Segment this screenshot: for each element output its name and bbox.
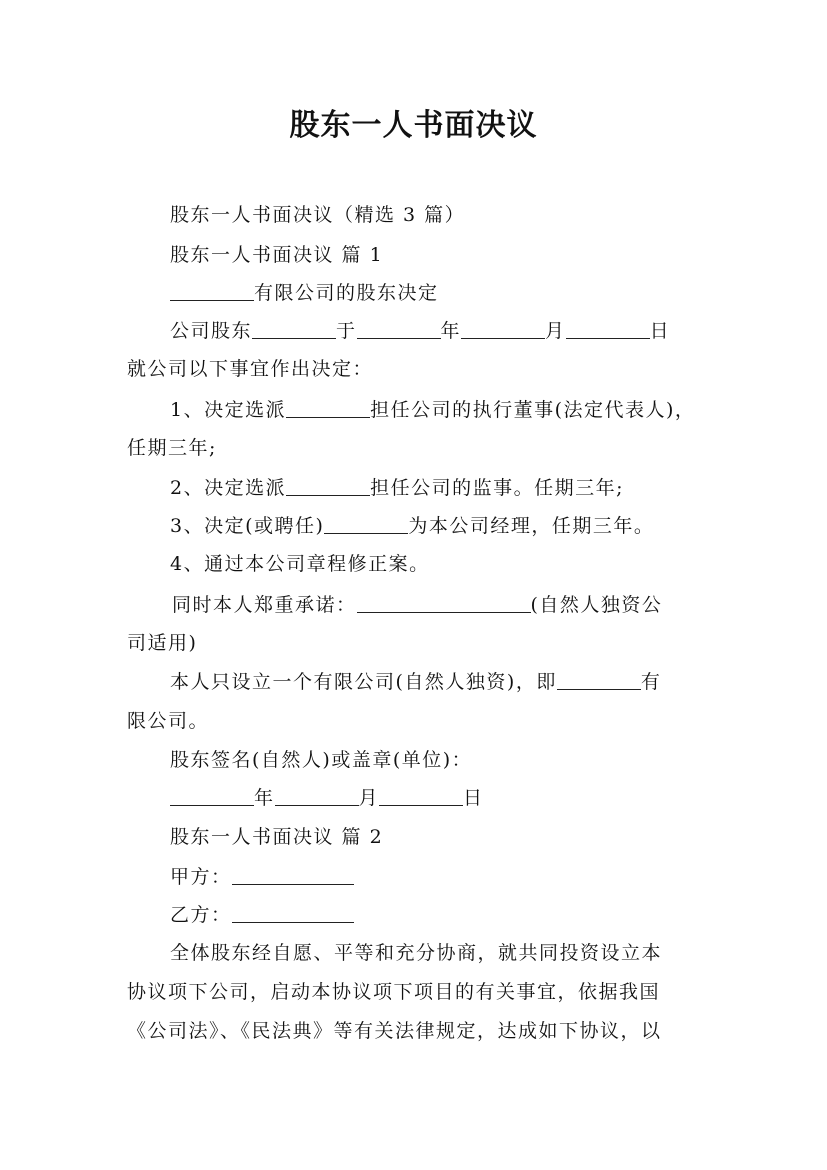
item2-text: 担任公司的监事。任期三年; [370,477,624,499]
agreement-line-3: 《公司法》、《民法典》等有关法律规定，达成如下协议，以 [127,1020,662,1042]
item3-text: 为本公司经理，任期三年。 [408,515,655,537]
party-b-label: 乙方： [170,904,232,926]
company-line [170,278,439,305]
blank-field [286,397,370,418]
decide-line: 就公司以下事宜作出决定： [127,358,374,380]
blank-field [557,669,641,690]
party-a-label: 甲方： [170,866,232,888]
decision-date-line [170,316,670,343]
blank-field [275,785,359,806]
day-label: 日 [463,787,484,809]
item-2 [170,473,624,500]
blank-field [566,318,650,339]
promise-line [172,590,662,617]
promise-note: (自然人独资公 [530,594,663,616]
blank-field [232,902,354,923]
only-company-line [170,667,661,694]
item3-label: 3、决定(或聘任) [170,515,325,537]
blank-field [286,475,370,496]
item-4: 4、通过本公司章程修正案。 [170,553,430,575]
year-label: 年 [440,320,462,342]
part1-heading: 股东一人书面决议 篇 1 [170,244,384,266]
date-prefix: 公司股东 [170,320,253,342]
company-suffix: 有限公司的股东决定 [254,282,439,304]
party-a-line [170,862,354,889]
blank-field [170,785,254,806]
yu-label: 于 [336,320,357,342]
item1-label: 1、决定选派 [170,399,287,421]
item1-text: 担任公司的执行董事(法定代表人)， [370,399,696,421]
blank-field [461,318,545,339]
agreement-line-2: 协议项下公司，启动本协议项下项目的有关事宜，依据我国 [127,981,661,1003]
blank-field [324,513,408,534]
blank-field [379,785,463,806]
month-label: 月 [545,320,566,342]
day-label: 日 [649,320,671,342]
promise-continuation: 司适用) [127,632,198,654]
only-company-text: 本人只设立一个有限公司(自然人独资)，即 [170,671,557,693]
blank-field [232,864,354,885]
item2-label: 2、决定选派 [170,477,287,499]
party-b-line [170,900,354,927]
year-label: 年 [254,787,275,809]
blank-field [357,592,531,613]
item1-continuation: 任期三年; [127,437,217,459]
intro-line: 股东一人书面决议（精选 3 篇） [170,204,466,226]
blank-field [357,318,441,339]
document-title: 股东一人书面决议 [289,108,538,143]
blank-field [170,280,254,301]
promise-label: 同时本人郑重承诺： [172,594,357,616]
month-label: 月 [358,787,380,809]
only-company-continuation: 限公司。 [127,710,210,732]
only-company-suffix: 有 [640,671,662,693]
item-1 [170,395,695,422]
item-3 [170,511,654,538]
part2-heading: 股东一人书面决议 篇 2 [170,826,384,848]
signature-line: 股东签名(自然人)或盖章(单位)： [170,749,473,771]
signature-date-line [170,783,484,810]
blank-field [252,318,336,339]
agreement-line-1: 全体股东经自愿、平等和充分协商，就共同投资设立本 [170,942,663,964]
